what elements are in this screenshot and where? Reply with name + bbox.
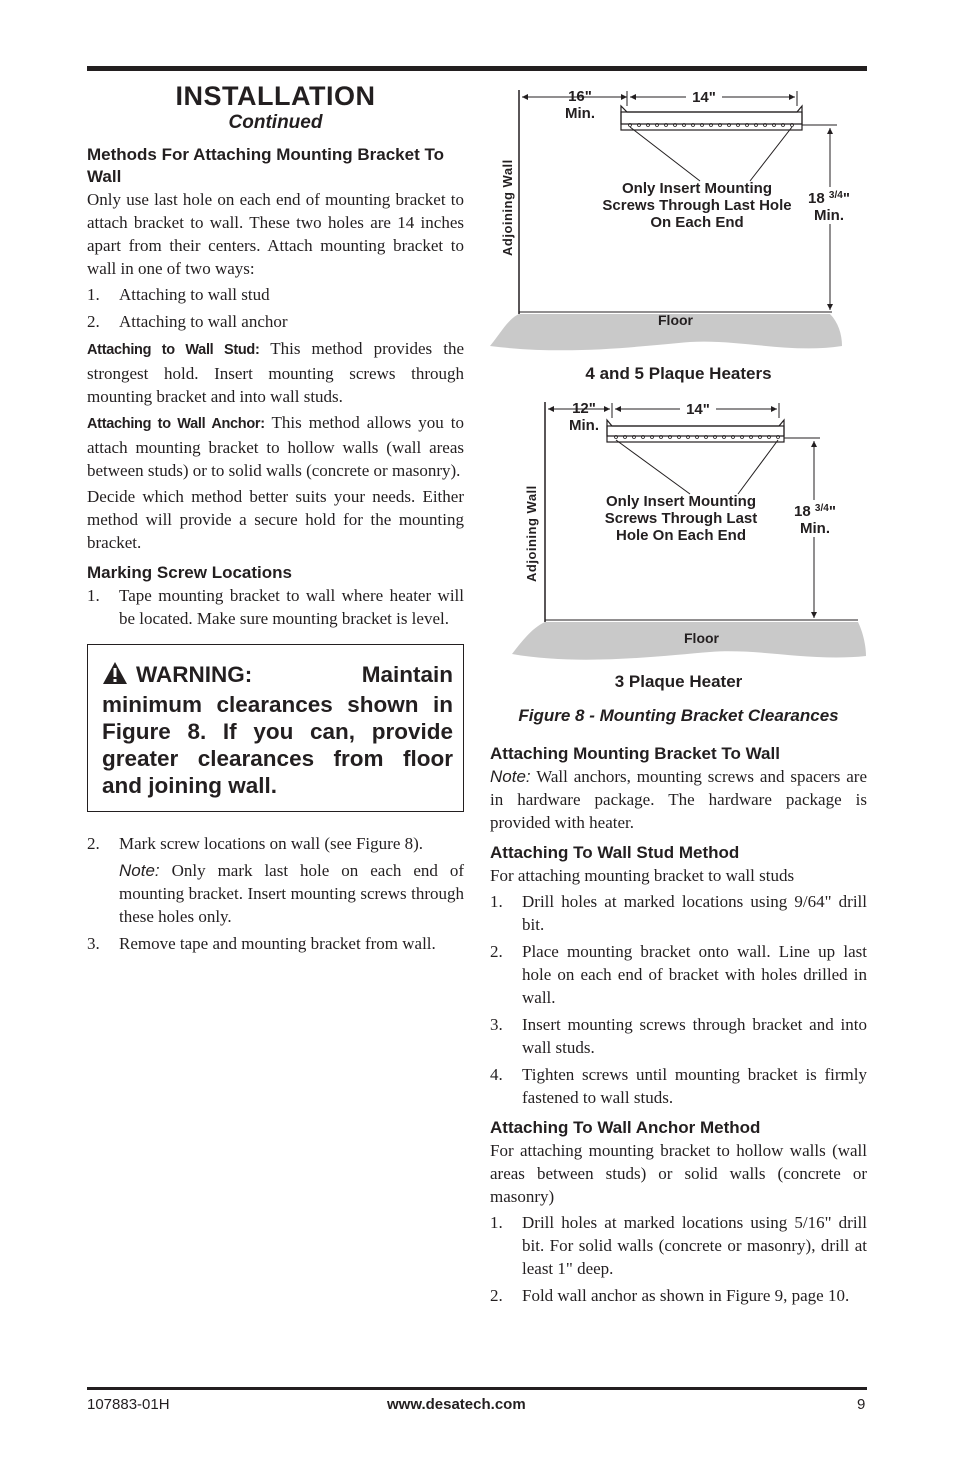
step2-note: Note: Only mark last hole on each end of mounting bracket. Insert mounting screws through these holes only. bbox=[119, 861, 464, 926]
list-item: 2. Place mounting bracket onto wall. Line up last hole on each end of bracket with holes drilled in wall. bbox=[490, 942, 867, 1007]
floor-label: Floor bbox=[684, 630, 719, 646]
bottom-rule bbox=[87, 1387, 867, 1390]
top-rule bbox=[87, 66, 867, 71]
decide-paragraph: Decide which method better suits your needs. Either method will provide a secure hold for the mounting bracket. bbox=[87, 487, 464, 552]
list-item: 2. Fold wall anchor as shown in Figure 9, page 10. bbox=[490, 1286, 850, 1305]
stud-runin: Attaching to Wall Stud: bbox=[87, 342, 260, 358]
warning-text: WARNING: Maintain minimum clearances shown in Figure 8. If you can, provide greater clearances from floor and joining wall. bbox=[102, 662, 453, 798]
diagram-4-5-plaque bbox=[490, 84, 867, 354]
list-item: 1. Drill holes at marked locations using 9/64" drill bit. bbox=[490, 892, 867, 934]
list-item: 3. Remove tape and mounting bracket from wall. bbox=[87, 934, 436, 953]
screw-callout: Only Insert Mounting Screws Through Last Hole On Each End bbox=[602, 180, 792, 231]
anchor-paragraph: Attaching to Wall Anchor: This method allows you to attach mounting bracket to hollow walls (wall areas between studs) or to solid walls (concrete or masonry). bbox=[87, 413, 464, 480]
page-number: 9 bbox=[857, 1396, 866, 1413]
anchor-runin: Attaching to Wall Anchor: bbox=[87, 416, 265, 432]
marking-steps-continued bbox=[87, 832, 464, 955]
height-clearance-label: 18 $^{3/4}$" Min. bbox=[786, 500, 844, 537]
methods-body: Only use last hole on each end of mounting bracket to attach bracket to wall. These two holes are 14 inches apart from their centers. Attach mounting bracket to wall in one of two ways: bbox=[87, 190, 464, 278]
methods-list bbox=[87, 283, 464, 333]
stud-method-intro: For attaching mounting bracket to wall studs bbox=[490, 866, 795, 885]
right-text bbox=[490, 743, 867, 1311]
doc-number: 107883-01H bbox=[87, 1396, 170, 1413]
floor-label: Floor bbox=[658, 312, 693, 328]
diagram-3-plaque-caption: 3 Plaque Heater bbox=[614, 672, 743, 691]
figure-caption: Figure 8 - Mounting Bracket Clearances bbox=[518, 706, 839, 725]
bracket-width-label: 14" bbox=[680, 401, 716, 418]
wall-clearance-label: 12" Min. bbox=[569, 400, 599, 434]
stud-paragraph: Attaching to Wall Stud: This method provides the strongest hold. Insert mounting screws through mounting bracket and into wall studs. bbox=[87, 339, 464, 406]
bracket-width-label: 14" bbox=[686, 89, 722, 106]
height-clearance-label: 18 $^{3/4}$" Min. bbox=[800, 187, 858, 224]
warning-triangle-icon bbox=[102, 661, 128, 691]
diagram-4-5-plaque-caption: 4 and 5 Plaque Heaters bbox=[585, 364, 772, 383]
list-item: 3. Insert mounting screws through bracket and into wall studs. bbox=[490, 1015, 867, 1057]
list-item: 1. Attaching to wall stud bbox=[87, 285, 270, 304]
stud-method-heading: Attaching To Wall Stud Method bbox=[490, 843, 740, 862]
list-item: 4. Tighten screws until mounting bracket is firmly fastened to wall studs. bbox=[490, 1065, 867, 1107]
section-title: INSTALLATION bbox=[175, 81, 376, 111]
stud-method-steps bbox=[490, 890, 867, 1109]
warning-box bbox=[87, 644, 464, 812]
methods-heading: Methods For Attaching Mounting Bracket To Wall bbox=[87, 145, 444, 186]
list-item: 1. Tape mounting bracket to wall where heater will be located. Make sure mounting bracket is level. bbox=[87, 586, 464, 628]
marking-steps bbox=[87, 584, 464, 630]
left-column bbox=[87, 78, 464, 959]
website-link[interactable]: www.desatech.com bbox=[387, 1396, 526, 1413]
section-subtitle: Continued bbox=[228, 112, 323, 133]
wall-clearance-label: 16" Min. bbox=[565, 88, 595, 122]
adjoining-wall-label: Adjoining Wall bbox=[500, 159, 515, 256]
adjoining-wall-label: Adjoining Wall bbox=[524, 485, 539, 582]
anchor-method-steps bbox=[490, 1211, 867, 1307]
diagram-3-plaque bbox=[490, 396, 867, 666]
anchor-method-intro: For attaching mounting bracket to hollow walls (wall areas between studs) or solid walls (concrete or masonry) bbox=[490, 1141, 867, 1206]
list-item: 2. Mark screw locations on wall (see Figure 8). Note: Only mark last hole on each end of mounting bracket. Insert mounting screws through these holes only. bbox=[87, 834, 464, 926]
screw-callout: Only Insert Mounting Screws Through Last Hole On Each End bbox=[604, 493, 758, 544]
list-item: 1. Drill holes at marked locations using 5/16" drill bit. For solid walls (concrete or masonry), drill at least 1" deep. bbox=[490, 1213, 867, 1278]
list-item: 2. Attaching to wall anchor bbox=[87, 312, 288, 331]
bracket-note: Note: Wall anchors, mounting screws and spacers are in hardware package. The hardware package is provided with heater. bbox=[490, 767, 867, 832]
bracket-heading: Attaching Mounting Bracket To Wall bbox=[490, 744, 780, 763]
marking-heading: Marking Screw Locations bbox=[87, 563, 292, 582]
anchor-method-heading: Attaching To Wall Anchor Method bbox=[490, 1118, 761, 1137]
